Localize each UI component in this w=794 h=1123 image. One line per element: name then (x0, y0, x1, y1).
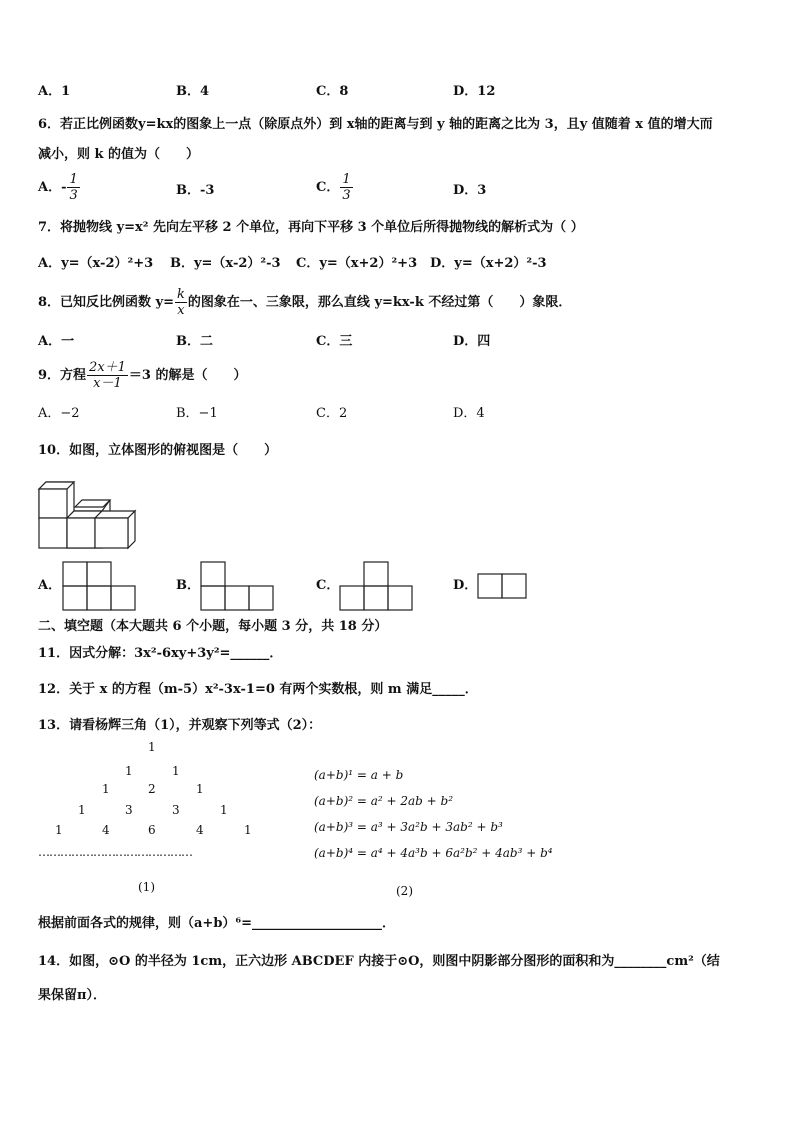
q8-option-a: A．一 (38, 334, 75, 349)
q6-option-c (316, 172, 354, 203)
q14-text-line1: 14．如图，⊙O 的半径为 1cm，正六边形 ABCDEF 内接于⊙O，则图中阴影部分图形的面积和为________cm²（结 (38, 954, 720, 969)
q6-option-a (38, 172, 81, 203)
q9-option-d: D．4 (453, 406, 485, 421)
q9-option-b: B．−1 (176, 406, 218, 421)
equation-2: (a+b)² = a² + 2ab + b² (314, 794, 454, 808)
q6-option-a-fraction (67, 172, 79, 203)
q8-text-prefix: 8．已知反比例函数 y= (38, 295, 175, 310)
q13-text: 13．请看杨辉三角（1），并观察下列等式（2）： (38, 718, 322, 733)
pascal-row4-n2: 3 (125, 803, 133, 817)
q10-option-a-figure (62, 561, 136, 611)
fraction-numerator: k (177, 287, 185, 302)
q5-option-d: D．12 (453, 84, 496, 99)
q14-text-line2: 果保留π）． (38, 988, 107, 1003)
q6-option-d: D．3 (453, 183, 487, 198)
pascal-row4-n3: 3 (172, 803, 180, 817)
q6-option-c-fraction (340, 172, 352, 203)
q6-text-line1: 6．若正比例函数y=kx的图象上一点（除原点外）到 x轴的距离与到 y 轴的距离之比为 3，且y 值随着 x 值的增大而 (38, 117, 713, 132)
q8-text-suffix: 的图象在一、三象限，那么直线 y=kx-k 不经过第（ ）象限． (187, 295, 572, 310)
q10-3d-figure (38, 476, 140, 550)
pascal-row3-n1: 1 (102, 782, 110, 796)
q12-text: 12．关于 x 的方程（m-5）x²-3x-1=0 有两个实数根，则 m 满足_____． (38, 682, 478, 697)
pascal-row3-n3: 1 (196, 782, 204, 796)
caption-1: (1) (138, 880, 155, 894)
q5-option-b: B．4 (176, 84, 210, 99)
pascal-row5-n3: 6 (148, 823, 156, 837)
q13-answer: 根据前面各式的规律，则（a+b）⁶=____________________． (38, 916, 395, 931)
fraction-denominator: x (177, 303, 185, 318)
fraction-numerator: 1 (69, 172, 78, 187)
q7-option-b: B．y=（x-2）²-3 (170, 256, 281, 271)
q10-text: 10．如图，立体图形的俯视图是（ ） (38, 443, 278, 458)
q10-option-d-label: D． (453, 578, 478, 593)
q8-option-d: D．四 (453, 334, 491, 349)
pascal-row1-n1: 1 (148, 740, 156, 754)
pascal-row4-n4: 1 (220, 803, 228, 817)
q11-text: 11．因式分解：3x²-6xy+3y²=______． (38, 646, 283, 661)
q10-option-a-label: A． (38, 578, 62, 593)
pascal-row3-n2: 2 (148, 782, 156, 796)
q6-option-c-prefix: C． (316, 180, 340, 195)
q6-option-a-prefix: A．- (38, 180, 67, 195)
q9-text-suffix: ＝3 的解是（ ） (128, 368, 247, 383)
pascal-row4-n1: 1 (78, 803, 86, 817)
fraction-numerator: 2x＋1 (89, 360, 126, 375)
pascal-row2-n2: 1 (172, 764, 180, 778)
q7-option-a: A．y=（x-2）²+3 (38, 256, 154, 271)
pascal-row5-n4: 4 (196, 823, 204, 837)
q9-option-c: C．2 (316, 406, 348, 421)
pascal-row2-n1: 1 (125, 764, 133, 778)
q9-option-a: A．−2 (38, 406, 80, 421)
q8-fraction (175, 287, 187, 318)
q8-text (38, 287, 571, 318)
q9-text-prefix: 9．方程 (38, 368, 87, 383)
q6-text-line2: 减小，则 k 的值为（ ） (38, 147, 200, 162)
fraction-denominator: x－1 (93, 376, 122, 391)
fraction-denominator: 3 (342, 188, 351, 203)
q10-option-c-figure (339, 561, 413, 611)
pascal-row5-n5: 1 (244, 823, 252, 837)
q10-option-d-figure (477, 573, 527, 599)
q10-option-b-label: B． (176, 578, 200, 593)
equation-1: (a+b)¹ = a + b (314, 768, 404, 782)
fraction-denominator: 3 (69, 188, 78, 203)
q9-fraction (87, 360, 128, 391)
q7-option-d: D．y=（x+2）²-3 (430, 256, 547, 271)
equation-3: (a+b)³ = a³ + 3a²b + 3ab² + b³ (314, 820, 503, 834)
q8-option-c: C．三 (316, 334, 353, 349)
q7-text: 7．将抛物线 y=x² 先向左平移 2 个单位，再向下平移 3 个单位后所得抛物线的解析式为（ ） (38, 220, 584, 235)
equation-4: (a+b)⁴ = a⁴ + 4a³b + 6a²b² + 4ab³ + b⁴ (314, 846, 553, 860)
pascal-row5-n1: 1 (55, 823, 63, 837)
section-2-heading: 二、填空题（本大题共 6 个小题，每小题 3 分，共 18 分） (38, 619, 388, 634)
caption-2: (2) (396, 884, 413, 898)
q5-option-c: C．8 (316, 84, 349, 99)
q7-option-c: C．y=（x+2）²+3 (296, 256, 418, 271)
pascal-row5-n2: 4 (102, 823, 110, 837)
q10-option-c-label: C． (316, 578, 340, 593)
q5-option-a: A．1 (38, 84, 71, 99)
q9-text (38, 360, 247, 391)
fraction-numerator: 1 (342, 172, 351, 187)
q10-option-b-figure (200, 561, 274, 611)
q8-option-b: B．二 (176, 334, 213, 349)
pascal-dots: …………………………………… (38, 845, 192, 859)
q6-option-b: B．-3 (176, 183, 215, 198)
